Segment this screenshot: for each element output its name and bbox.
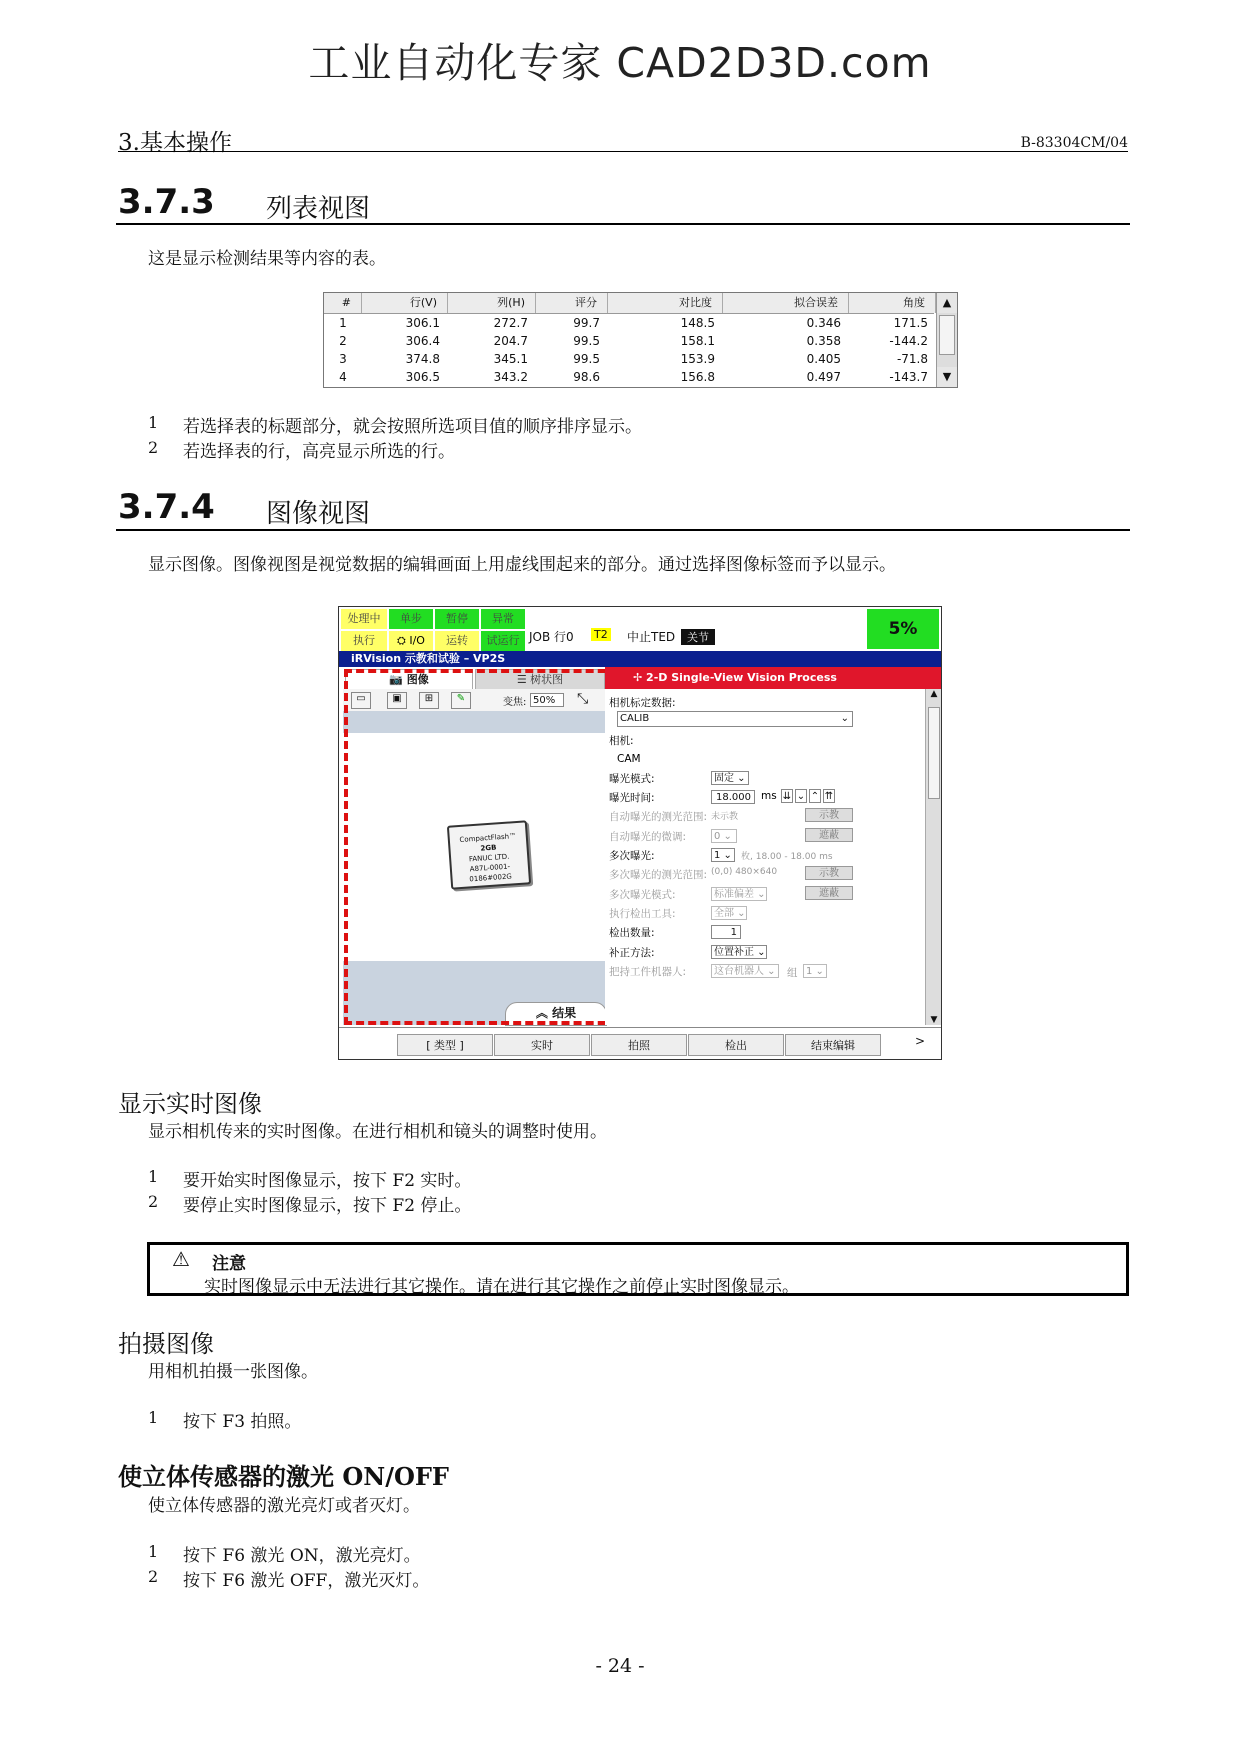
- offset-mode-select[interactable]: 位置补正 ⌄: [711, 945, 767, 959]
- card-line: 2GB: [480, 843, 497, 853]
- panel-scrollbar[interactable]: [925, 689, 942, 1025]
- caution-box: [147, 1242, 1129, 1296]
- pen-icon[interactable]: ✎: [451, 692, 471, 709]
- f5-end-edit-button[interactable]: 结束编辑: [785, 1034, 881, 1056]
- list-number: 1: [148, 1542, 159, 1561]
- next-page-icon[interactable]: >: [915, 1034, 926, 1048]
- multi-exposure-range: 枚, 18.00 - 18.00 ms: [741, 852, 833, 862]
- table-cell: 1: [339, 316, 347, 330]
- exposure-mode-value: 固定: [714, 773, 734, 784]
- exposure-mode-label: 曝光模式:: [609, 773, 655, 785]
- exposure-mode-select[interactable]: 固定 ⌄: [711, 771, 749, 785]
- paragraph: 用相机拍摄一张图像。: [148, 1362, 318, 1382]
- coord-joint: 关节: [681, 629, 715, 645]
- table-row[interactable]: [324, 314, 934, 332]
- column-header[interactable]: 拟合误差: [723, 293, 849, 313]
- calib-value: CALIB: [620, 713, 650, 724]
- subsection-title: 拍摄图像: [118, 1330, 214, 1358]
- chapter-header: 3.基本操作: [118, 130, 232, 156]
- run-tools-value: 全部: [714, 908, 734, 919]
- list-item: 要开始实时图像显示，按下 F2 实时。: [183, 1171, 472, 1191]
- section-rule: [116, 529, 1130, 531]
- result-tab-label: 结果: [552, 1006, 577, 1020]
- table-cell: 272.7: [493, 316, 528, 330]
- table-cell: 4: [339, 370, 347, 384]
- scroll-up-icon[interactable]: ▲: [937, 293, 957, 313]
- me-mode-select[interactable]: 标准偏差 ⌄: [711, 887, 767, 901]
- list-item: 按下 F6 激光 OFF，激光灭灯。: [183, 1571, 430, 1591]
- chevron-down-icon: ⌄: [840, 713, 849, 724]
- teach-button[interactable]: 示教: [805, 866, 853, 880]
- robot-holding-select[interactable]: 这台机器人 ⌄: [711, 964, 779, 978]
- list-item: 若选择表的行，高亮显示所选的行。: [183, 442, 455, 462]
- run-tools-label: 执行检出工具:: [609, 908, 676, 920]
- calib-select[interactable]: [617, 711, 853, 727]
- tab-image[interactable]: [345, 669, 473, 690]
- table-cell: -144.2: [889, 334, 928, 348]
- table-row[interactable]: [324, 350, 934, 368]
- up-icon[interactable]: ⌃: [810, 791, 820, 802]
- tab-image-label: 图像: [406, 673, 429, 686]
- table-cell: 3: [339, 352, 347, 366]
- table-cell: 99.7: [573, 316, 600, 330]
- scroll-down-icon[interactable]: ▼: [937, 367, 957, 387]
- page-number: - 24 -: [595, 1655, 645, 1677]
- window-title: iRVision 示教和试验 – VP2S: [339, 651, 941, 667]
- process-icon: ✢: [633, 671, 647, 684]
- section-title: 列表视图: [266, 194, 371, 224]
- found-count-label: 检出数量:: [609, 927, 655, 939]
- setup-panel: [605, 689, 925, 1025]
- process-title: [605, 667, 941, 689]
- chevron-up-icon: ︽: [535, 1006, 553, 1020]
- scroll-thumb[interactable]: [939, 315, 955, 355]
- column-header[interactable]: 列(H): [448, 293, 536, 313]
- image-area[interactable]: [343, 733, 605, 961]
- table-cell: 0.346: [806, 316, 841, 330]
- section-number: 3.7.4: [118, 487, 215, 527]
- table-cell: -143.7: [889, 370, 928, 384]
- robot-holding-value: 这台机器人: [714, 966, 764, 977]
- card-line: FANUC LTD.: [468, 852, 510, 864]
- camera-icon: 📷: [389, 673, 407, 686]
- multi-exposure-select[interactable]: 1 ⌄: [711, 848, 735, 862]
- table-cell: 153.9: [680, 352, 715, 366]
- tab-tree-label: 树状图: [530, 673, 564, 686]
- table-row[interactable]: [324, 332, 934, 350]
- zoom-select[interactable]: [530, 693, 564, 707]
- zoom-label: 变焦:: [503, 697, 527, 708]
- multi-exposure-label: 多次曝光:: [609, 850, 655, 862]
- table-cell: 98.6: [573, 370, 600, 384]
- table-cell: 345.1: [493, 352, 528, 366]
- section-intro: 这是显示检测结果等内容的表。: [148, 249, 386, 269]
- image-toolbar: [343, 689, 605, 712]
- paragraph: 显示相机传来的实时图像。在进行相机和镜头的调整时使用。: [148, 1122, 607, 1142]
- table-header: [324, 293, 934, 314]
- camera-value: CAM: [617, 753, 641, 765]
- table-cell: 148.5: [680, 316, 715, 330]
- calib-label: 相机标定数据:: [609, 697, 676, 709]
- scroll-down-icon[interactable]: ▼: [930, 1015, 938, 1025]
- table-cell: 306.4: [405, 334, 440, 348]
- fit-icon[interactable]: ⤡: [577, 691, 589, 707]
- table-cell: 171.5: [893, 316, 928, 330]
- status-tcyc: 试运行: [481, 631, 525, 651]
- subsection-title: 使立体传感器的激光 ON/OFF: [118, 1462, 449, 1491]
- f3-snap-button[interactable]: 拍照: [591, 1034, 687, 1056]
- save-icon[interactable]: ▣: [387, 692, 407, 709]
- paragraph: 使立体传感器的激光亮灯或者灭灯。: [148, 1496, 420, 1516]
- column-header[interactable]: 行(V): [362, 293, 448, 313]
- status-io-label: I/O: [409, 634, 425, 647]
- table-cell: 374.8: [405, 352, 440, 366]
- vision-screen: [338, 606, 942, 1060]
- caution-text: 实时图像显示中无法进行其它操作。请在进行其它操作之前停止实时图像显示。: [204, 1277, 799, 1297]
- exposure-time-unit: ms: [761, 790, 777, 802]
- double-up-icon[interactable]: ⇈: [824, 791, 834, 802]
- card-line: CompactFlash™: [459, 832, 517, 845]
- table-cell: 158.1: [680, 334, 715, 348]
- job-line: JOB 行0: [529, 630, 574, 644]
- table-cell: 99.5: [573, 334, 600, 348]
- ae-area-value: 未示教: [711, 812, 739, 822]
- ae-adjust-value: 0: [714, 831, 721, 842]
- table-cell: 204.7: [493, 334, 528, 348]
- scroll-thumb[interactable]: [928, 707, 940, 799]
- image-top-margin: [343, 711, 605, 733]
- scroll-up-icon[interactable]: ▲: [930, 689, 938, 699]
- run-tools-select[interactable]: 全部 ⌄: [711, 906, 747, 920]
- exposure-time-label: 曝光时间:: [609, 792, 655, 804]
- list-number: 2: [148, 1567, 159, 1586]
- group-label: 组: [787, 967, 798, 979]
- list-item: 若选择表的标题部分，就会按照所选项目值的顺序排序显示。: [183, 417, 642, 437]
- zoom-value: 50%: [533, 695, 556, 706]
- table-cell: 0.497: [806, 370, 841, 384]
- result-tab[interactable]: [505, 1002, 607, 1026]
- column-header[interactable]: 对比度: [608, 293, 723, 313]
- t2-badge: T2: [591, 628, 611, 641]
- section-rule: [116, 223, 1130, 225]
- list-view-table[interactable]: [323, 292, 958, 388]
- status-busy: 处理中: [341, 609, 387, 629]
- table-scrollbar[interactable]: [936, 293, 957, 387]
- table-cell: 306.5: [405, 370, 440, 384]
- tree-icon: ☰: [516, 673, 531, 686]
- io-icon: ⛭: [397, 634, 410, 647]
- table-cell: 306.1: [405, 316, 440, 330]
- f1-type-button[interactable]: [ 类型 ]: [397, 1034, 493, 1056]
- subsection-title: 显示实时图像: [118, 1090, 262, 1118]
- section-title: 图像视图: [266, 499, 371, 529]
- header-rule: [118, 151, 1128, 152]
- tab-tree[interactable]: [475, 669, 605, 691]
- list-item: 要停止实时图像显示，按下 F2 停止。: [183, 1196, 472, 1216]
- process-title-label: 2-D Single-View Vision Process: [646, 671, 837, 684]
- robot-holding-label: 把持工件机器人:: [609, 966, 687, 978]
- list-item: 按下 F6 激光 ON，激光亮灯。: [183, 1546, 421, 1566]
- status-step: 单步: [389, 609, 433, 629]
- warning-icon: ⚠: [172, 1247, 190, 1271]
- status-io: [389, 631, 433, 651]
- status-hold: 暂停: [435, 609, 479, 629]
- list-item: 按下 F3 拍照。: [183, 1412, 302, 1432]
- down-icon[interactable]: ⌄: [796, 791, 806, 802]
- exposure-time-input[interactable]: 18.000: [711, 790, 755, 804]
- group-select[interactable]: 1 ⌄: [803, 964, 827, 978]
- column-header[interactable]: 评分: [536, 293, 608, 313]
- tab-strip: [343, 667, 605, 689]
- found-count-input[interactable]: 1: [711, 925, 741, 939]
- me-mode-value: 标准偏差: [714, 889, 754, 900]
- grid-icon[interactable]: ⊞: [419, 692, 439, 709]
- camera-label: 相机:: [609, 735, 634, 747]
- open-icon[interactable]: ▭: [351, 692, 371, 709]
- list-number: 1: [148, 1408, 159, 1427]
- table-cell: 156.8: [680, 370, 715, 384]
- teach-button[interactable]: 示教: [805, 808, 853, 822]
- list-number: 1: [148, 1167, 159, 1186]
- multi-exposure-value: 1: [714, 850, 721, 861]
- me-area-label: 多次曝光的测光范围:: [609, 869, 708, 881]
- cf-card-image: [447, 820, 531, 889]
- table-cell: -71.8: [896, 352, 928, 366]
- mask-button[interactable]: 遮蔽: [805, 886, 853, 900]
- table-cell: 0.405: [806, 352, 841, 366]
- watermark-title: 工业自动化专家 CAD2D3D.com: [308, 39, 932, 87]
- list-number: 1: [148, 413, 159, 432]
- ae-area-label: 自动曝光的测光范围:: [609, 811, 708, 823]
- card-line: A87L-0001-0186#002G: [469, 862, 513, 884]
- ae-adjust-label: 自动曝光的微调:: [609, 831, 687, 843]
- status-fault: 异常: [481, 609, 525, 629]
- list-number: 2: [148, 1192, 159, 1211]
- section-intro: 显示图像。图像视图是视觉数据的编辑画面上用虚线围起来的部分。通过选择图像标签而予以显示。: [148, 555, 896, 575]
- table-cell: 343.2: [493, 370, 528, 384]
- f2-live-button[interactable]: 实时: [494, 1034, 590, 1056]
- ae-adjust-select[interactable]: 0 ⌄: [711, 829, 737, 843]
- table-cell: 0.358: [806, 334, 841, 348]
- group-value: 1: [806, 966, 813, 977]
- list-number: 2: [148, 438, 159, 457]
- table-cell: 2: [339, 334, 347, 348]
- caution-title: 注意: [212, 1254, 246, 1274]
- table-row[interactable]: [324, 368, 934, 386]
- status-prod: 运转: [435, 631, 479, 651]
- f4-find-button[interactable]: 检出: [688, 1034, 784, 1056]
- mask-button[interactable]: 遮蔽: [805, 828, 853, 842]
- document-code: B-83304CM/04: [1020, 135, 1128, 151]
- offset-mode-label: 补正方法:: [609, 947, 655, 959]
- offset-mode-value: 位置补正: [714, 947, 754, 958]
- column-header[interactable]: #: [324, 293, 362, 313]
- me-area-value: (0,0) 480×640: [711, 867, 778, 877]
- table-cell: 99.5: [573, 352, 600, 366]
- me-mode-label: 多次曝光模式:: [609, 889, 676, 901]
- stop-status: 中止TED: [627, 630, 676, 644]
- double-down-icon[interactable]: ⇊: [782, 791, 792, 802]
- status-run: 执行: [341, 631, 387, 651]
- section-number: 3.7.3: [118, 182, 215, 222]
- column-header[interactable]: 角度: [849, 293, 936, 313]
- override-percent[interactable]: 5%: [867, 609, 939, 649]
